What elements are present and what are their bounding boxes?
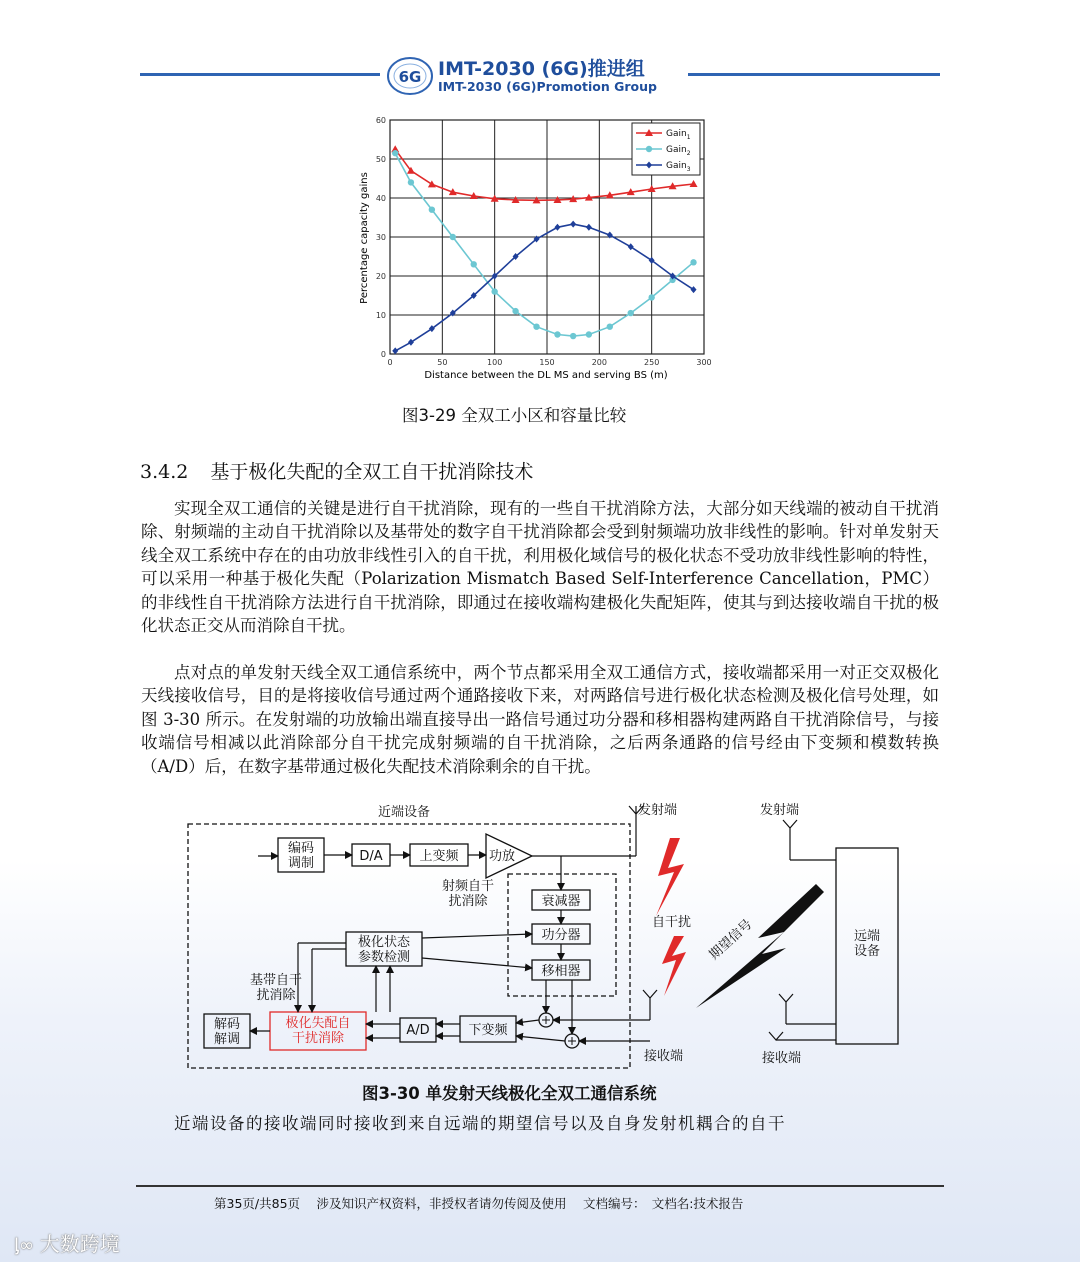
watermark (14, 1228, 120, 1257)
rx-far-label: 接收端 (762, 1051, 802, 1066)
upconv-label: 上变频 (419, 849, 459, 864)
pmc-system-diagram (180, 798, 900, 1072)
data-point-gain-2 (570, 333, 576, 339)
section-heading (140, 457, 533, 484)
y-tick-label: 30 (375, 233, 386, 242)
far-device-label: 远端设备 (853, 929, 881, 959)
tx-far-label: 发射端 (760, 803, 800, 818)
chart-x-axis-label: Distance between the DL MS and serving BS (m) (424, 370, 668, 381)
pmc-label: 极化失配自干扰消除 (285, 1016, 351, 1046)
data-point-gain-2 (512, 308, 518, 314)
near-device-label: 近端设备 (378, 805, 431, 820)
x-tick-label: 50 (437, 358, 448, 367)
desired-signal-label: 期望信号 (706, 917, 756, 963)
figure-3-30-caption: 图3-30 单发射天线极化全双工通信系统 (362, 1084, 657, 1103)
watermark-icon: ᶅ∞ (14, 1235, 40, 1256)
section-number: 3.4.2 (140, 461, 189, 483)
data-point-gain-2 (408, 179, 414, 185)
data-point-gain-2 (586, 331, 592, 337)
legend-marker (646, 146, 652, 152)
data-point-gain-2 (628, 310, 634, 316)
data-point-gain-2 (648, 294, 654, 300)
encode-label: 编码调制 (287, 841, 315, 871)
x-tick-label: 0 (387, 358, 393, 367)
polar-detect-label: 极化状态参数检测 (357, 935, 411, 965)
y-tick-label: 10 (375, 311, 386, 320)
baseband-sic-label: 基带自干扰消除 (249, 973, 303, 1003)
paragraph-2: 点对点的单发射天线全双工通信系统中，两个节点都采用全双工通信方式，接收端都采用一对正交双极化天线接收信号，目的是将接收信号通过两个通路接收下来，对两路信号进行极化状态检测及极化信号处理，如图 3-30 所示。在发射端的功放输出端直接导出一路信号通过功分器和移相器构建两路自干扰消除信号，与接收端信号相减以此消除部分自干扰完成射频端的自干扰消除，之后两条通路的信号经由下变频和模数转换（A/D）后，在数字基带通过极化失配技术消除剩余的自干扰。 (141, 663, 939, 776)
data-point-gain-2 (450, 234, 456, 240)
self-interference-bolt (656, 838, 684, 916)
y-tick-label: 40 (375, 194, 386, 203)
footer-rule (136, 1185, 944, 1187)
section-title: 基于极化失配的全双工自干扰消除技术 (210, 461, 534, 483)
y-tick-label: 20 (375, 272, 386, 281)
attenuator-label: 衰减器 (541, 894, 581, 909)
data-point-gain-2 (554, 331, 560, 337)
data-point-gain-2 (491, 288, 497, 294)
da-label: D/A (359, 849, 383, 864)
y-tick-label: 60 (375, 116, 386, 125)
data-point-gain-2 (429, 207, 435, 213)
header-rule-right (688, 73, 940, 76)
header-subtitle: IMT-2030 (6G)Promotion Group (438, 79, 657, 94)
watermark-text: 大数跨境 (39, 1232, 120, 1256)
data-point-gain-2 (392, 150, 398, 156)
splitter-label: 功分器 (541, 928, 581, 943)
data-point-gain-2 (607, 324, 613, 330)
header-logo-icon (386, 56, 434, 96)
data-point-gain-2 (690, 259, 696, 265)
paragraph-1: 实现全双工通信的关键是进行自干扰消除，现有的一些自干扰消除方法，大部分如天线端的被动自干扰消除、射频端的主动自干扰消除以及基带处的数字自干扰消除都会受到射频端功放非线性的影响。针对单发射天线全双工系统中存在的由功放非线性引入的自干扰，利用极化域信号的极化状态不受功放非线性影响的特性，可以采用一种基于极化失配（Polarization Mismatch Based Self-Interference Cancellation，PMC）的非线性自干扰消除方法进行自干扰消除，即通过在接收端构建极化失配矩阵，使其与到达接收端自干扰的极化状态正交从而消除自干扰。 (141, 499, 939, 636)
figure-3-29-caption: 图3-29 全双工小区和容量比较 (402, 406, 627, 425)
self-interference-bolt-lower (662, 936, 686, 996)
x-tick-label: 300 (696, 358, 712, 367)
legend-entry: Gain$_3$ (666, 161, 691, 173)
downconv-label: 下变频 (468, 1023, 508, 1038)
y-tick-label: 50 (375, 155, 386, 164)
x-tick-label: 100 (487, 358, 503, 367)
y-tick-label: 0 (380, 350, 386, 359)
header-rule-left (140, 73, 380, 76)
logo-mark-text: 6G (398, 68, 422, 86)
x-tick-label: 200 (591, 358, 607, 367)
data-point-gain-2 (471, 261, 477, 267)
paragraph-3: 近端设备的接收端同时接收到来自远端的期望信号以及自身发射机耦合的自干 (174, 1114, 786, 1133)
header-title: IMT-2030 (6G)推进组 (438, 58, 645, 80)
footer-text: 第35页/共85页 涉及知识产权资料，非授权者请勿传阅及使用 文档编号： 文档名:技术报告 (214, 1196, 744, 1211)
data-point-gain-2 (533, 324, 539, 330)
phase-shifter-label: 移相器 (541, 964, 581, 979)
rf-sic-label: 射频自干扰消除 (441, 879, 495, 909)
legend-entry: Gain$_1$ (666, 129, 691, 141)
x-tick-label: 250 (644, 358, 660, 367)
x-tick-label: 150 (539, 358, 555, 367)
pa-label: 功放 (488, 849, 516, 864)
self-interference-label: 自干扰 (652, 915, 692, 930)
demod-label: 解码解调 (213, 1017, 241, 1047)
ad-label: A/D (406, 1023, 430, 1038)
legend-entry: Gain$_2$ (666, 145, 691, 157)
tx-near-label: 发射端 (638, 803, 678, 818)
chart-y-axis-label: Percentage capacity gains (359, 172, 370, 304)
rx-near-label: 接收端 (644, 1049, 684, 1064)
chart-legend (632, 123, 700, 175)
capacity-gain-chart (350, 112, 730, 384)
